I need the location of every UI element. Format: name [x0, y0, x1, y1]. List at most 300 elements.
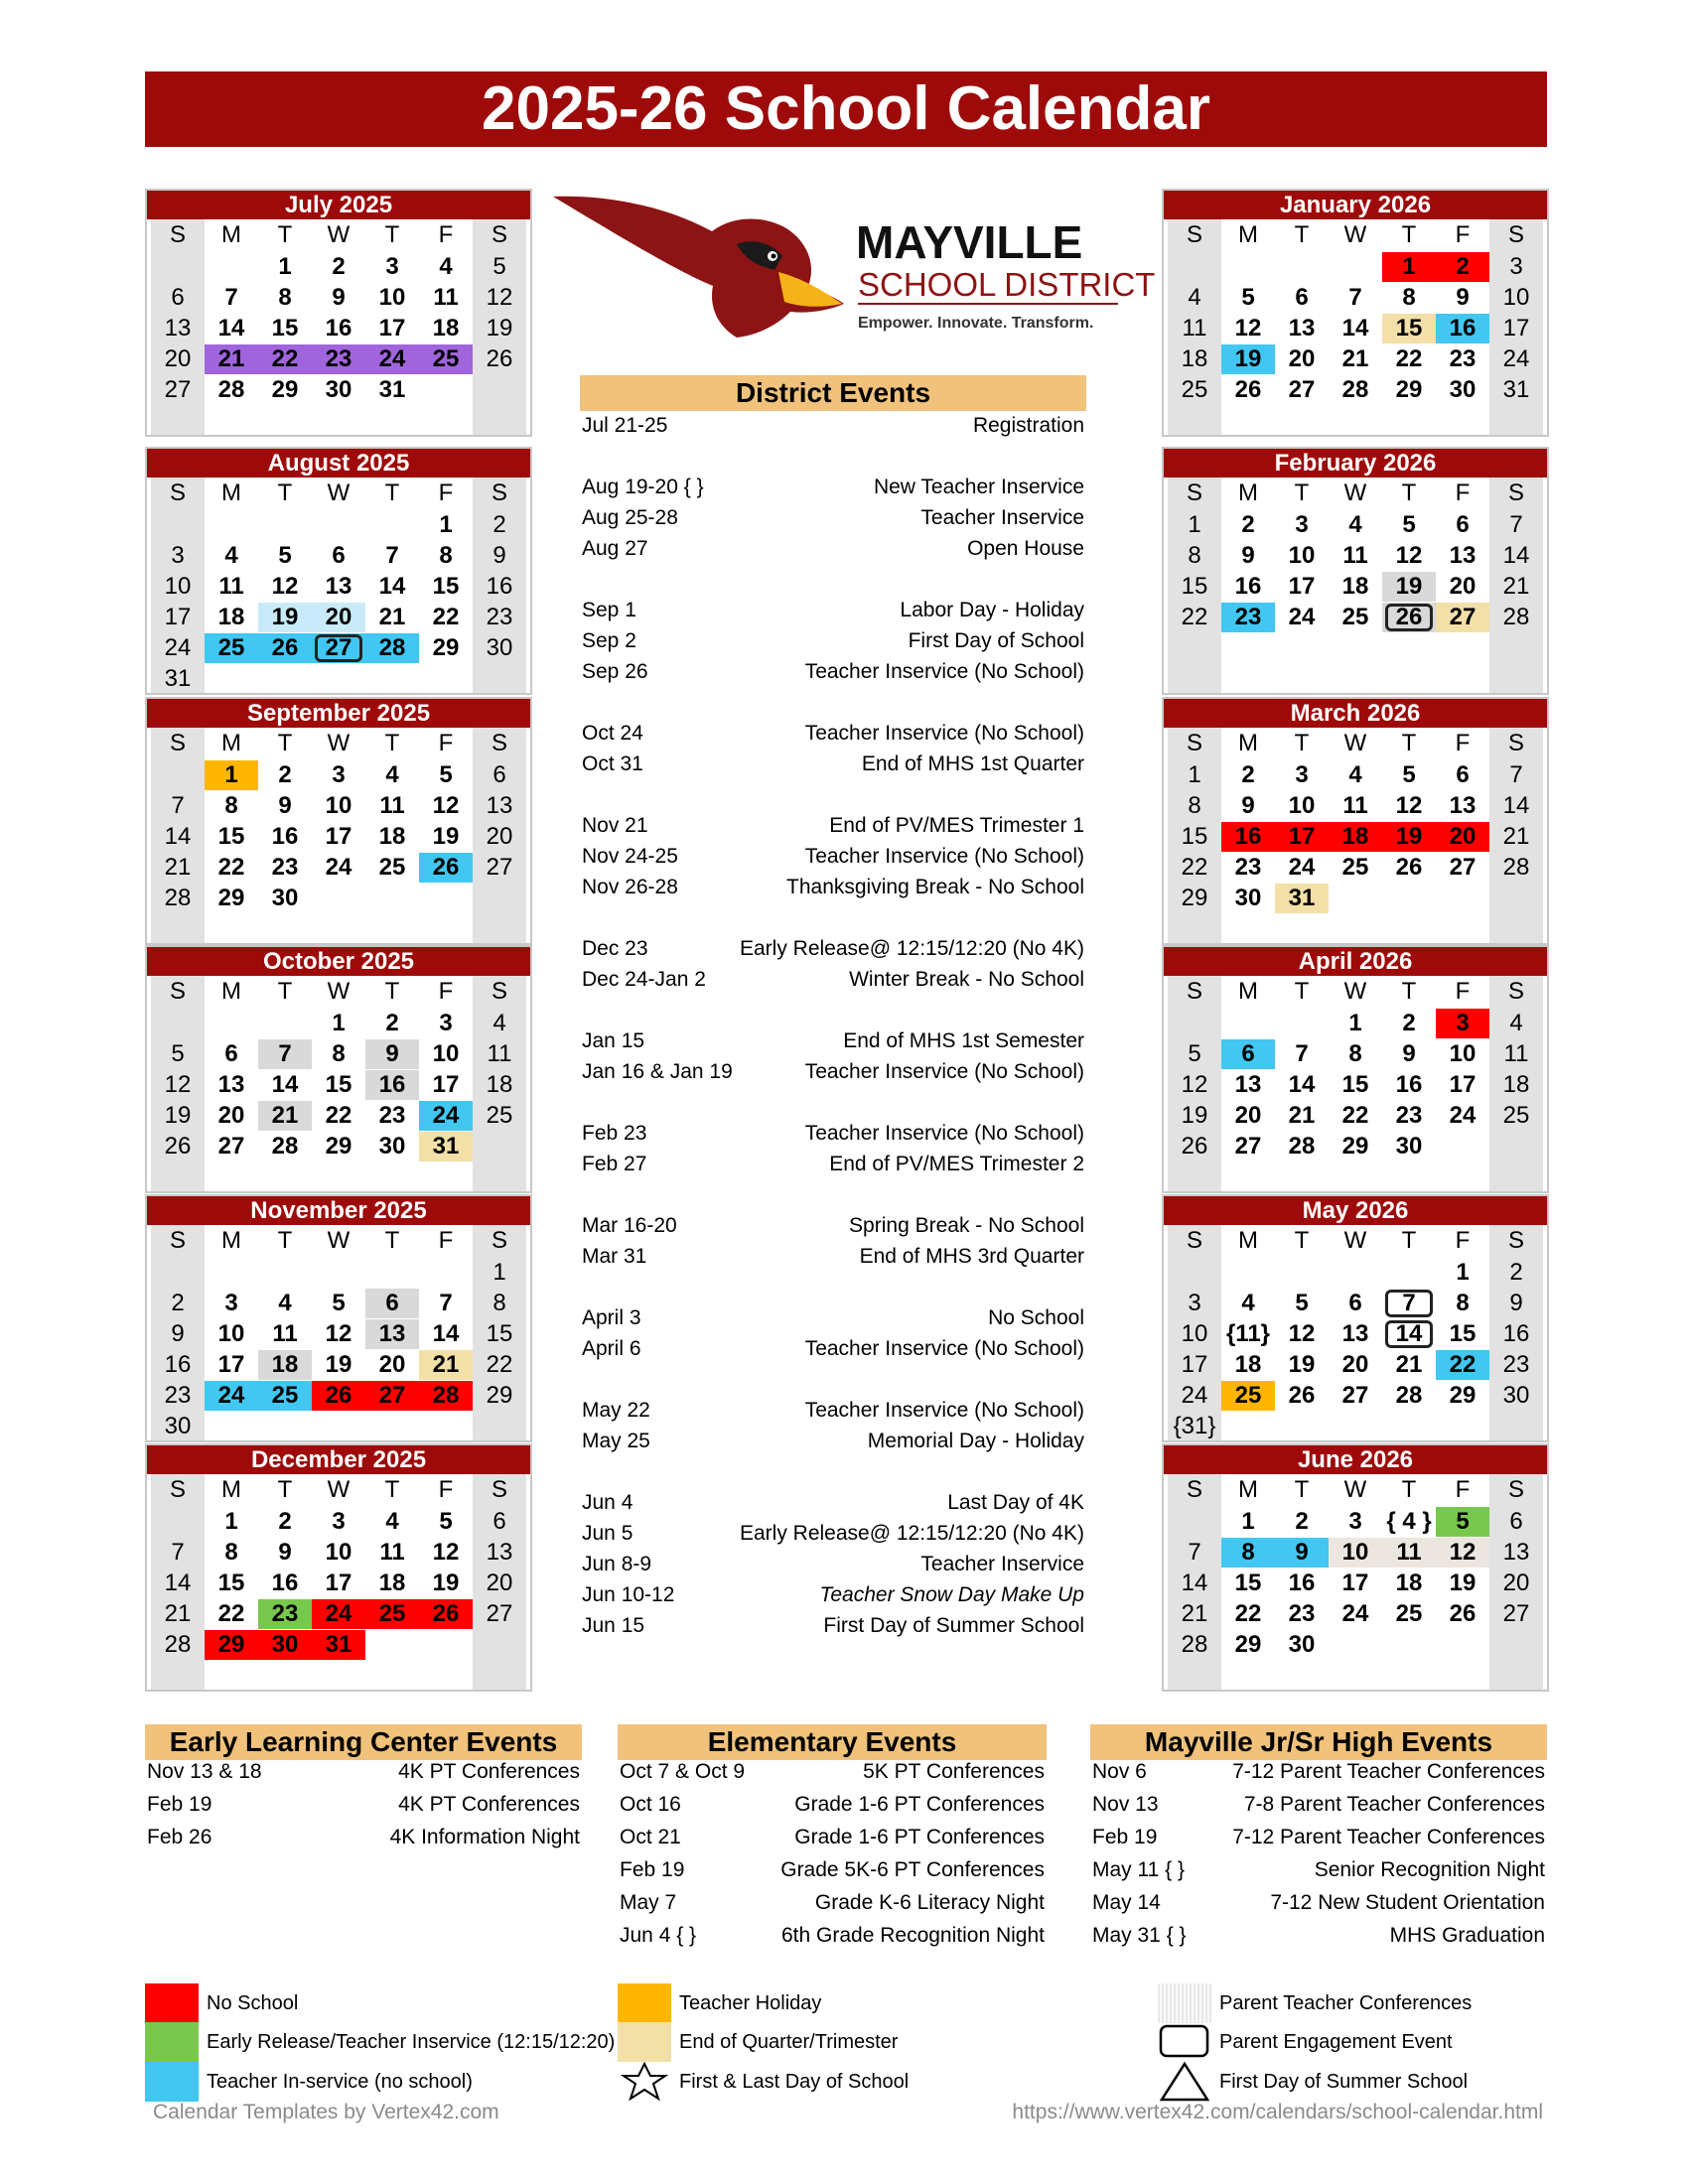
- calendar-day: 1: [205, 760, 258, 790]
- event-description: 7-12 Parent Teacher Conferences: [1232, 1760, 1545, 1783]
- calendar-day: 25: [486, 1102, 513, 1129]
- calendar-day: 14: [1181, 1570, 1208, 1596]
- event-date: Oct 24: [582, 722, 643, 745]
- event-description: Grade K-6 Literacy Night: [814, 1891, 1045, 1914]
- event-date: Oct 21: [620, 1826, 681, 1848]
- calendar-day: 22: [258, 344, 312, 374]
- calendar-day: 26: [486, 345, 513, 372]
- calendar-day: 8: [224, 1539, 238, 1566]
- calendar-day: 11: [1382, 1538, 1436, 1568]
- district-event-row: [582, 934, 1084, 964]
- calendar-day: 31: [164, 665, 192, 692]
- weekday-header: T: [1294, 479, 1310, 506]
- calendar-day: 4: [1509, 1010, 1523, 1036]
- calendar-day: 16: [365, 1070, 419, 1100]
- calendar-day: 14: [1382, 1319, 1436, 1349]
- calendar-day: 12: [432, 1539, 460, 1566]
- calendar-day: 19: [325, 1351, 352, 1378]
- district-logo: [548, 187, 1156, 345]
- calendar-day: 25: [258, 1381, 312, 1411]
- weekday-header: W: [327, 1227, 351, 1254]
- calendar-day: 11: [1342, 792, 1368, 819]
- calendar-day: 2: [278, 1508, 292, 1535]
- event-description: First Day of Summer School: [823, 1614, 1084, 1637]
- event-date: Mar 31: [582, 1245, 647, 1268]
- event-date: Nov 26-28: [582, 876, 678, 898]
- event-date: Feb 26: [147, 1826, 212, 1848]
- event-date: Jan 16 & Jan 19: [582, 1060, 733, 1083]
- month-may-2026: [1162, 1194, 1549, 1442]
- calendar-day: 17: [325, 823, 352, 850]
- district-event-row: [582, 719, 1084, 749]
- calendar-day: 12: [271, 573, 299, 600]
- calendar-day: 26: [1288, 1382, 1316, 1409]
- calendar-day: 29: [432, 634, 460, 661]
- calendar-day: 19: [1288, 1351, 1316, 1378]
- calendar-day: 13: [486, 792, 513, 819]
- calendar-day: 12: [1288, 1320, 1316, 1347]
- event-date: Jun 15: [582, 1614, 645, 1637]
- district-events-heading: District Events: [580, 375, 1086, 411]
- event-date: April 6: [582, 1337, 641, 1360]
- calendar-day: 15: [432, 573, 460, 600]
- elc-event-row: [147, 1790, 580, 1820]
- event-date: Aug 27: [582, 537, 648, 560]
- event-description: Winter Break - No School: [849, 968, 1084, 991]
- calendar-day: 27: [217, 1133, 245, 1160]
- event-date: Nov 13: [1092, 1793, 1159, 1816]
- legend-item: [1158, 1983, 1595, 2023]
- calendar-day: 8: [1402, 284, 1416, 311]
- month-title: June 2026: [1164, 1445, 1547, 1474]
- calendar-day: 9: [1509, 1290, 1523, 1316]
- calendar-day: 17: [1341, 1570, 1369, 1596]
- weekday-header: T: [1401, 221, 1417, 248]
- calendar-day: 2: [171, 1290, 185, 1316]
- weekday-header: S: [491, 221, 507, 248]
- calendar-day: 17: [325, 1570, 352, 1596]
- calendar-day: 27: [1502, 1600, 1530, 1627]
- month-july-2025: [145, 189, 532, 437]
- calendar-day: 29: [1181, 885, 1208, 911]
- district-event-row: [582, 1550, 1084, 1579]
- calendar-day: 13: [1288, 315, 1316, 341]
- calendar-day: 23: [258, 1599, 312, 1629]
- calendar-day: 26: [1181, 1133, 1208, 1160]
- elementary-event-row: [620, 1823, 1045, 1852]
- calendar-day: 24: [312, 1599, 365, 1629]
- calendar-day: 2: [385, 1010, 399, 1036]
- calendar-day: 6: [224, 1040, 238, 1067]
- weekday-header: W: [327, 221, 351, 248]
- calendar-day: 22: [1341, 1102, 1369, 1129]
- calendar-day: 25: [365, 1599, 419, 1629]
- calendar-day: 16: [1502, 1320, 1530, 1347]
- weekday-header: T: [384, 479, 400, 506]
- event-date: Jun 4 { }: [620, 1924, 697, 1947]
- event-description: Spring Break - No School: [849, 1214, 1084, 1237]
- calendar-day: 18: [258, 1350, 312, 1380]
- weekday-header: S: [491, 730, 507, 756]
- weekday-header: T: [1401, 479, 1417, 506]
- calendar-day: 25: [1502, 1102, 1530, 1129]
- weekday-header: S: [1507, 221, 1524, 248]
- calendar-day: 16: [1436, 314, 1489, 343]
- calendar-day: 9: [365, 1039, 419, 1069]
- calendar-day: 6: [1456, 511, 1470, 538]
- event-description: End of PV/MES Trimester 1: [829, 814, 1084, 837]
- calendar-day: 24: [365, 344, 419, 374]
- weekday-header: T: [277, 221, 293, 248]
- district-event-row: [582, 1427, 1084, 1456]
- calendar-day: 17: [217, 1351, 245, 1378]
- calendar-day: 5: [439, 1508, 453, 1535]
- calendar-day: 13: [1449, 542, 1477, 569]
- calendar-day: 8: [1188, 792, 1201, 819]
- calendar-day: 3: [1295, 511, 1309, 538]
- calendar-day: 18: [432, 315, 460, 341]
- event-description: No School: [988, 1306, 1084, 1329]
- district-event-row: [582, 873, 1084, 902]
- event-date: Nov 24-25: [582, 845, 678, 868]
- event-date: Feb 27: [582, 1153, 647, 1175]
- event-description: Teacher Inservice (No School): [804, 722, 1084, 745]
- calendar-day: 11: [1503, 1040, 1529, 1067]
- weekday-header: T: [1401, 1476, 1417, 1503]
- calendar-day: 2: [1436, 252, 1489, 282]
- event-date: Jun 4: [582, 1491, 633, 1514]
- event-date: May 25: [582, 1430, 650, 1452]
- legend-swatch: [145, 2062, 199, 2102]
- calendar-day: 1: [278, 253, 292, 280]
- legend-label: End of Quarter/Trimester: [679, 2031, 899, 2053]
- calendar-day: 5: [332, 1290, 346, 1316]
- footer-credit: Calendar Templates by Vertex42.com: [153, 2101, 499, 2123]
- weekday-header: F: [438, 730, 454, 756]
- calendar-day: 24: [1341, 1600, 1369, 1627]
- event-date: April 3: [582, 1306, 641, 1329]
- calendar-day: 19: [1221, 344, 1275, 374]
- calendar-day: 3: [1436, 1009, 1489, 1038]
- district-event-row: [582, 1488, 1084, 1518]
- calendar-day: 11: [487, 1040, 512, 1067]
- weekday-header: W: [1343, 479, 1367, 506]
- weekday-header: F: [1455, 221, 1471, 248]
- weekday-header: S: [491, 479, 507, 506]
- calendar-day: 28: [1181, 1631, 1208, 1658]
- legend-item: [145, 2022, 616, 2062]
- calendar-day: 10: [325, 1539, 352, 1566]
- weekday-header: T: [384, 978, 400, 1005]
- calendar-day: 23: [1221, 603, 1275, 632]
- calendar-day: 17: [1288, 573, 1316, 600]
- calendar-day: 23: [1234, 854, 1262, 881]
- weekday-header: M: [1238, 978, 1258, 1005]
- calendar-day: 2: [332, 253, 346, 280]
- district-event-row: [582, 1519, 1084, 1549]
- calendar-day: 10: [1502, 284, 1530, 311]
- event-description: Open House: [967, 537, 1084, 560]
- calendar-day: 29: [1449, 1382, 1477, 1409]
- month-title: August 2025: [147, 449, 530, 478]
- calendar-day: 13: [1234, 1071, 1262, 1098]
- event-date: May 31 { }: [1092, 1924, 1187, 1947]
- calendar-day: 25: [378, 854, 406, 881]
- calendar-day: 13: [217, 1071, 245, 1098]
- month-title: November 2025: [147, 1196, 530, 1225]
- legend-label: Teacher Holiday: [679, 1992, 822, 2014]
- calendar-day: 9: [171, 1320, 185, 1347]
- calendar-day: 6: [1456, 761, 1470, 788]
- legend-item: [1158, 2062, 1595, 2102]
- event-date: Feb 19: [620, 1858, 685, 1881]
- calendar-day: 7: [385, 542, 399, 569]
- calendar-day: 1: [439, 511, 453, 538]
- calendar-day: 3: [224, 1290, 238, 1316]
- calendar-day: 17: [1181, 1351, 1208, 1378]
- event-date: Feb 19: [1092, 1826, 1158, 1848]
- calendar-day: { 4 }: [1386, 1508, 1432, 1535]
- legend-label: Early Release/Teacher Inservice (12:15/12:20): [207, 2031, 616, 2053]
- calendar-day: 9: [1402, 1040, 1416, 1067]
- calendar-day: 3: [385, 253, 399, 280]
- calendar-day: {31}: [1173, 1413, 1216, 1439]
- stripes-swatch: [1158, 1983, 1211, 2023]
- calendar-day: 19: [1382, 822, 1436, 852]
- district-event-row: [582, 657, 1084, 687]
- calendar-day: 25: [1181, 376, 1208, 403]
- legend-label: Parent Engagement Event: [1219, 2031, 1453, 2053]
- calendar-day: 23: [486, 604, 513, 630]
- month-october-2025: [145, 945, 532, 1193]
- calendar-day: 20: [1436, 822, 1489, 852]
- calendar-day: 11: [1182, 315, 1207, 341]
- calendar-day: 8: [278, 284, 292, 311]
- district-event-row: [582, 1119, 1084, 1149]
- elementary-event-row: [620, 1855, 1045, 1885]
- calendar-day: 1: [492, 1259, 506, 1286]
- calendar-day: 11: [218, 573, 244, 600]
- calendar-day: 3: [171, 542, 185, 569]
- calendar-day: 23: [271, 854, 299, 881]
- district-event-row: [582, 626, 1084, 656]
- calendar-day: 26: [419, 853, 473, 883]
- calendar-day: 8: [224, 792, 238, 819]
- calendar-day: 26: [258, 633, 312, 663]
- calendar-day: 15: [217, 1570, 245, 1596]
- calendar-day: 12: [164, 1071, 192, 1098]
- event-date: Jun 5: [582, 1522, 633, 1545]
- weekday-header: T: [1401, 978, 1417, 1005]
- calendar-day: 17: [432, 1071, 460, 1098]
- calendar-day: 21: [1395, 1351, 1423, 1378]
- calendar-day: 29: [271, 376, 299, 403]
- calendar-day: 30: [1395, 1133, 1423, 1160]
- event-description: 5K PT Conferences: [863, 1760, 1045, 1783]
- district-event-row: [582, 596, 1084, 625]
- calendar-day: 3: [439, 1010, 453, 1036]
- month-february-2026: [1162, 447, 1549, 695]
- calendar-day: 27: [1449, 854, 1477, 881]
- calendar-day: 8: [1456, 1290, 1470, 1316]
- month-november-2025: [145, 1194, 532, 1442]
- event-description: Thanksgiving Break - No School: [786, 876, 1084, 898]
- calendar-day: 20: [486, 1570, 513, 1596]
- calendar-day: 18: [1395, 1570, 1423, 1596]
- calendar-day: 16: [164, 1351, 192, 1378]
- event-date: Jun 10-12: [582, 1583, 675, 1606]
- weekday-header: M: [221, 1227, 241, 1254]
- calendar-day: 21: [164, 854, 192, 881]
- weekday-header: F: [1455, 978, 1471, 1005]
- calendar-day: 12: [1234, 315, 1262, 341]
- event-description: Teacher Inservice: [920, 506, 1084, 529]
- calendar-day: 13: [1449, 792, 1477, 819]
- weekday-header: M: [221, 221, 241, 248]
- district-event-row: [582, 1303, 1084, 1333]
- event-description: Labor Day - Holiday: [900, 599, 1084, 621]
- weekday-header: S: [1507, 1476, 1524, 1503]
- calendar-day: 8: [332, 1040, 346, 1067]
- calendar-day: 22: [217, 1600, 245, 1627]
- event-date: Sep 26: [582, 660, 648, 683]
- weekday-header: M: [1238, 1476, 1258, 1503]
- calendar-day: 5: [492, 253, 506, 280]
- event-date: May 7: [620, 1891, 677, 1914]
- event-description: Teacher Inservice (No School): [804, 1122, 1084, 1145]
- calendar-day: 30: [1449, 376, 1477, 403]
- calendar-day: 24: [1288, 854, 1316, 881]
- calendar-day: 30: [1502, 1382, 1530, 1409]
- calendar-day: 27: [486, 1600, 513, 1627]
- calendar-day: 11: [272, 1320, 298, 1347]
- calendar-day: 1: [1188, 511, 1201, 538]
- calendar-day: 5: [439, 761, 453, 788]
- calendar-day: 24: [1449, 1102, 1477, 1129]
- calendar-day: 15: [271, 315, 299, 341]
- event-date: Nov 13 & 18: [147, 1760, 262, 1783]
- calendar-day: 21: [1502, 823, 1530, 850]
- calendar-day: 24: [1181, 1382, 1208, 1409]
- calendar-day: 11: [379, 792, 405, 819]
- high-event-row: [1092, 1757, 1545, 1787]
- calendar-day: 26: [312, 1381, 365, 1411]
- calendar-day: 1: [1188, 761, 1201, 788]
- calendar-day: 21: [205, 344, 258, 374]
- calendar-day: 30: [271, 885, 299, 911]
- calendar-day: 18: [217, 604, 245, 630]
- calendar-day: 7: [171, 1539, 185, 1566]
- event-description: First Day of School: [908, 629, 1084, 652]
- event-date: Jul 21-25: [582, 414, 668, 437]
- calendar-day: 22: [1234, 1600, 1262, 1627]
- calendar-day: 30: [378, 1133, 406, 1160]
- month-title: April 2026: [1164, 947, 1547, 976]
- event-date: Aug 25-28: [582, 506, 678, 529]
- calendar-day: 14: [217, 315, 245, 341]
- calendar-day: 6: [365, 1289, 419, 1318]
- event-date: Dec 23: [582, 937, 648, 960]
- weekday-header: T: [384, 730, 400, 756]
- calendar-day: 27: [365, 1381, 419, 1411]
- calendar-day: 31: [1502, 376, 1530, 403]
- calendar-day: 24: [325, 854, 352, 881]
- month-title: January 2026: [1164, 191, 1547, 219]
- event-description: 7-12 New Student Orientation: [1270, 1891, 1545, 1914]
- legend-item: [618, 2062, 1055, 2102]
- calendar-day: 16: [1234, 573, 1262, 600]
- calendar-day: 2: [1295, 1508, 1309, 1535]
- calendar-day: 29: [1234, 1631, 1262, 1658]
- event-date: Feb 19: [147, 1793, 212, 1816]
- calendar-day: 21: [1181, 1600, 1208, 1627]
- calendar-day: 26: [1382, 603, 1436, 632]
- weekday-header: M: [221, 978, 241, 1005]
- calendar-day: 28: [1502, 604, 1530, 630]
- legend-item: [145, 2062, 582, 2102]
- calendar-day: 6: [492, 761, 506, 788]
- calendar-day: 6: [1348, 1290, 1362, 1316]
- event-date: Sep 2: [582, 629, 636, 652]
- calendar-day: 7: [258, 1039, 312, 1069]
- calendar-day: 13: [486, 1539, 513, 1566]
- event-description: 4K Information Night: [389, 1826, 580, 1848]
- event-date: Feb 23: [582, 1122, 647, 1145]
- weekday-header: S: [1507, 479, 1524, 506]
- weekday-header: W: [1343, 1227, 1367, 1254]
- calendar-day: 5: [1188, 1040, 1201, 1067]
- high-event-row: [1092, 1921, 1545, 1951]
- calendar-day: 28: [1288, 1133, 1316, 1160]
- month-april-2026: [1162, 945, 1549, 1193]
- calendar-day: 16: [1395, 1071, 1423, 1098]
- calendar-day: 7: [439, 1290, 453, 1316]
- logo-line1: MAYVILLE: [856, 216, 1083, 268]
- calendar-day: 28: [419, 1381, 473, 1411]
- calendar-day: 22: [1181, 604, 1208, 630]
- weekday-header: T: [277, 1227, 293, 1254]
- calendar-day: 24: [164, 634, 192, 661]
- event-description: Early Release@ 12:15/12:20 (No 4K): [739, 1522, 1084, 1545]
- weekday-header: F: [438, 978, 454, 1005]
- event-date: Nov 21: [582, 814, 648, 837]
- calendar-day: 19: [258, 603, 312, 632]
- calendar-day: 30: [258, 1630, 312, 1660]
- calendar-day: 12: [486, 284, 513, 311]
- calendar-day: 17: [378, 315, 406, 341]
- calendar-day: 18: [1502, 1071, 1530, 1098]
- event-description: End of MHS 1st Quarter: [861, 752, 1084, 775]
- calendar-day: 9: [278, 1539, 292, 1566]
- calendar-day: 4: [1348, 511, 1362, 538]
- weekday-header: M: [1238, 221, 1258, 248]
- calendar-day: 15: [1234, 1570, 1262, 1596]
- calendar-day: 29: [1341, 1133, 1369, 1160]
- calendar-day: 28: [271, 1133, 299, 1160]
- weekday-header: S: [1507, 1227, 1524, 1254]
- weekday-header: S: [1186, 479, 1202, 506]
- calendar-day: 3: [1348, 1508, 1362, 1535]
- calendar-day: 28: [164, 885, 192, 911]
- legend-swatch: [618, 2022, 671, 2062]
- weekday-header: M: [1238, 479, 1258, 506]
- event-description: Teacher Inservice (No School): [804, 1060, 1084, 1083]
- star-icon: [618, 2062, 671, 2102]
- calendar-day: 4: [1188, 284, 1201, 311]
- legend-label: Teacher In-service (no school): [207, 2071, 473, 2093]
- calendar-day: 30: [325, 376, 352, 403]
- calendar-day: 24: [205, 1381, 258, 1411]
